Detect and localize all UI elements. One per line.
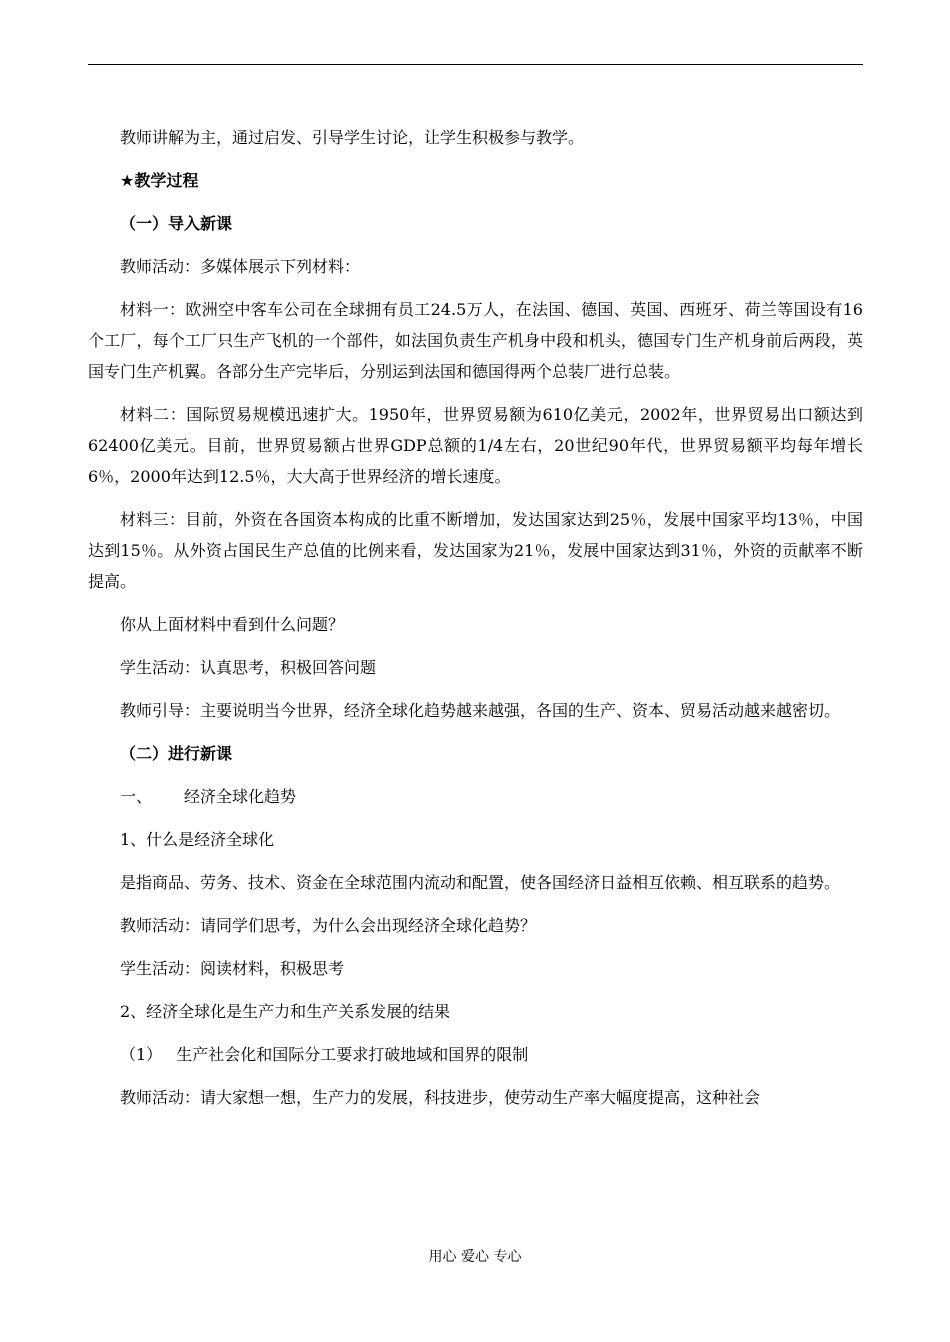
material-two: 材料二：国际贸易规模迅速扩大。1950年，世界贸易额为610亿美元，2002年，世界贸易出口额达到62400亿美元。目前，世界贸易额占世界GDP总额的1/4左右，20世纪90年代，世界贸易额平均每年增长6％，2000年达到12.5％，大大高于世界经济的增长速度。 bbox=[88, 405, 863, 486]
document-body bbox=[88, 122, 863, 1125]
section-number: 一、 bbox=[120, 787, 153, 806]
paragraph: 教师引导：主要说明当今世界，经济全球化趋势越来越强，各国的生产、资本、贸易活动越来越密切。 bbox=[120, 701, 841, 720]
paragraph: 学生活动：阅读材料，积极思考 bbox=[120, 959, 345, 978]
section-one-heading bbox=[88, 781, 863, 812]
paragraph: 1、什么是经济全球化 bbox=[120, 830, 275, 849]
material-three: 材料三：目前，外资在各国资本构成的比重不断增加，发达国家达到25％，发展中国家平均13％，中国达到15％。从外资占国民生产总值的比例来看，发达国家为21％，发展中国家达到31％，外资的贡献率不断提高。 bbox=[88, 510, 863, 591]
sub-item-heading bbox=[88, 1039, 863, 1070]
page-footer: 用心 爱心 专心 bbox=[428, 1249, 522, 1265]
paragraph: 你从上面材料中看到什么问题？ bbox=[120, 615, 345, 634]
heading-teaching-process: ★教学过程 bbox=[120, 171, 199, 190]
sub-item-title: 生产社会化和国际分工要求打破地域和国界的限制 bbox=[176, 1045, 529, 1064]
paragraph: 2、经济全球化是生产力和生产关系发展的结果 bbox=[120, 1002, 451, 1021]
sub-item-number: （1） bbox=[120, 1045, 163, 1064]
heading-intro: （一）导入新课 bbox=[120, 214, 233, 233]
paragraph: 教师讲解为主，通过启发、引导学生讨论，让学生积极参与教学。 bbox=[120, 128, 585, 147]
header-rule bbox=[88, 64, 863, 65]
paragraph: 教师活动：多媒体展示下列材料： bbox=[120, 257, 361, 276]
paragraph: 是指商品、劳务、技术、资金在全球范围内流动和配置，使各国经济日益相互依赖、相互联系的趋势。 bbox=[120, 873, 841, 892]
material-one: 材料一：欧洲空中客车公司在全球拥有员工24.5万人，在法国、德国、英国、西班牙、荷兰等国设有16个工厂，每个工厂只生产飞机的一个部件，如法国负责生产机身中段和机头，德国专门生产机身前后两段，英国专门生产机翼。各部分生产完毕后，分别运到法国和德国得两个总装厂进行总装。 bbox=[88, 300, 863, 381]
paragraph: 教师活动：请同学们思考，为什么会出现经济全球化趋势？ bbox=[120, 916, 537, 935]
section-title: 经济全球化趋势 bbox=[184, 787, 297, 806]
heading-new-lesson: （二）进行新课 bbox=[120, 744, 233, 763]
paragraph: 学生活动：认真思考，积极回答问题 bbox=[120, 658, 377, 677]
paragraph: 教师活动：请大家想一想，生产力的发展，科技进步，使劳动生产率大幅度提高，这种社会 bbox=[120, 1088, 761, 1107]
